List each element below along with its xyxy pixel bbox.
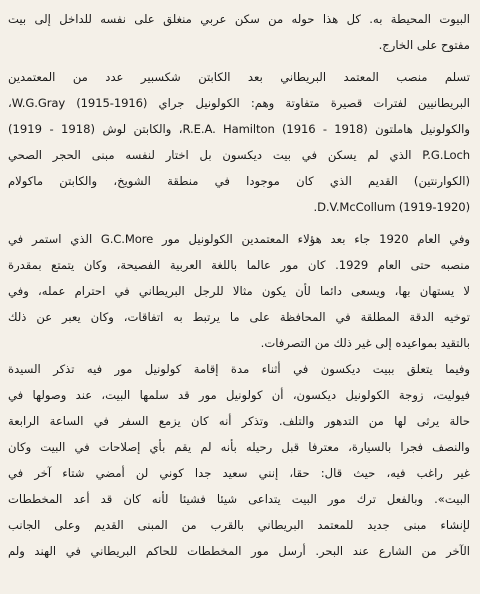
text-line: بالتقيد بمواعيده إلى غير ذلك من التصرفات. — [260, 336, 470, 350]
text-line: الآخر من الشارع عند البحر. أرسل مور المخططات للحاكم البريطاني في الهند ولم — [8, 544, 470, 558]
text-line: فيوليت، زوجة الكولونيل ديكسون، أن كولونيل مور قد سلمها البيت، عند وصولها في — [8, 388, 470, 402]
text-line: والكولونيل هاملتون R.E.A. Hamilton (1916 - 1918)، والكابتن لوش (1918 - 1919) — [8, 122, 470, 136]
text-line: مفتوح على الخارج. — [378, 38, 470, 52]
text-line: D.V.McCollum (1919-1920). — [313, 200, 470, 214]
text-line: تسلم منصب المعتمد البريطاني بعد الكابتن شكسبير عدد من المعتمدين — [8, 70, 470, 84]
text-line: غير راغب فيه، حيث قال: حقا، إنني سعيد جدا كوني لن أمضي شتاء آخر في — [8, 466, 470, 480]
text-line: توخيه الدقة المطلقة في المحافظة على ما يرتبط به اتفاقات، وكان يعبر عن ذلك — [8, 310, 470, 324]
text-line: البيوت المحيطة به. كل هذا حوله من سكن عربي منغلق على نفسه للداخل إلى بيت — [8, 12, 470, 26]
text-line: منصبه حتى العام 1929. كان مور عالما باللغة العربية الفصيحة، وكان يتمتع بمقدرة — [8, 258, 470, 272]
text-line: والنصف فجرا بالسيارة، معترفا قبل رحيله بأنه لم يقم بأي إصلاحات في البيت وكان — [8, 440, 470, 454]
text-line: لإنشاء مبنى جديد للمعتمد البريطاني بالقرب من المبنى القديم وعلى الجانب — [8, 518, 470, 532]
text-line: وفيما يتعلق ببيت ديكسون في أثناء مدة إقامة كولونيل مور فيه تذكر السيدة — [8, 362, 470, 376]
text-line: P.G.Loch الذي لم يسكن في بيت ديكسون بل اختار لنفسه مبنى الحجر الصحي — [8, 148, 470, 162]
text-line: لا يستهان بها، ويسعى دائما لأن يكون مثالا للرجل البريطاني في احترام عمله، وفي — [8, 284, 470, 298]
text-line: البيت». وبالفعل ترك مور البيت يتداعى شيئا فشيئا لأنه كان قد أعد المخططات — [8, 492, 470, 506]
text-line: وفي العام 1920 جاء بعد هؤلاء المعتمدين الكولونيل مور G.C.More الذي استمر في — [8, 232, 470, 246]
text-line: البريطانيين لفترات قصيرة متفاوتة وهم: الكولونيل جراي W.G.Gray (1915-1916)، — [8, 96, 470, 110]
text-line: حالة يرثى لها من التدهور والتلف. وتذكر أنه كان يزمع السفر في الساعة الرابعة — [8, 414, 470, 428]
text-line: (الكوارنتين) القديم الذي كان موجودا في منطقة الشويخ، والكابتن ماكولام — [8, 174, 470, 188]
